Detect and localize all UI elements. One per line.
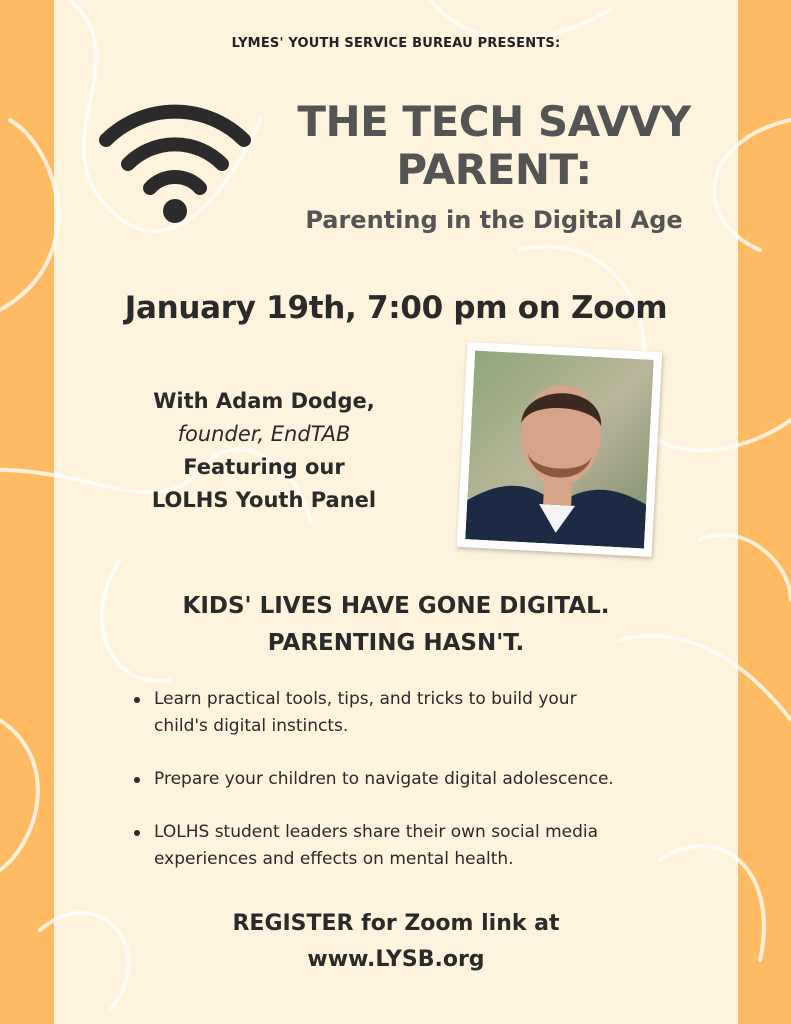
bullet-text: Prepare your children to navigate digital adolescence. <box>154 769 614 789</box>
flyer-content <box>54 0 738 1024</box>
bullet-dot <box>134 697 140 703</box>
presenter-line: LYMES' YOUTH SERVICE BUREAU PRESENTS: <box>231 36 561 51</box>
wifi-icon <box>96 98 254 228</box>
slogan <box>54 588 738 662</box>
register-url[interactable]: www.LYSB.org <box>307 947 485 972</box>
bullet-text: child's digital instincts. <box>154 716 349 736</box>
youth-panel-line: LOLHS Youth Panel <box>151 488 377 512</box>
title-line-2: PARENT: <box>396 145 592 194</box>
event-title <box>269 98 719 194</box>
bullet-text: Learn practical tools, tips, and tricks to build your <box>154 689 577 709</box>
speaker-role: founder, EndTAB <box>177 422 351 446</box>
bullet-dot <box>134 777 140 783</box>
title-line-1: THE TECH SAVVY <box>297 97 691 146</box>
register-line: REGISTER for Zoom link at <box>232 911 560 936</box>
speaker-photo <box>457 342 662 557</box>
list-item <box>132 686 692 740</box>
register-block <box>54 906 738 978</box>
slogan-line-1: KIDS' LIVES HAVE GONE DIGITAL. <box>182 593 610 619</box>
bullet-dot <box>134 830 140 836</box>
featuring-line: Featuring our <box>183 455 345 479</box>
slogan-line-2: PARENTING HASN'T. <box>267 630 525 656</box>
speaker-photo-image <box>465 350 654 548</box>
bullet-text: experiences and effects on mental health. <box>154 849 514 869</box>
list-item <box>132 819 692 873</box>
benefits-list <box>132 686 692 873</box>
speaker-block <box>114 385 414 517</box>
event-subtitle: Parenting in the Digital Age <box>305 206 683 234</box>
list-item <box>132 766 692 793</box>
bullet-text: LOLHS student leaders share their own social media <box>154 822 599 842</box>
event-datetime: January 19th, 7:00 pm on Zoom <box>124 290 668 326</box>
speaker-name: With Adam Dodge, <box>153 389 375 413</box>
